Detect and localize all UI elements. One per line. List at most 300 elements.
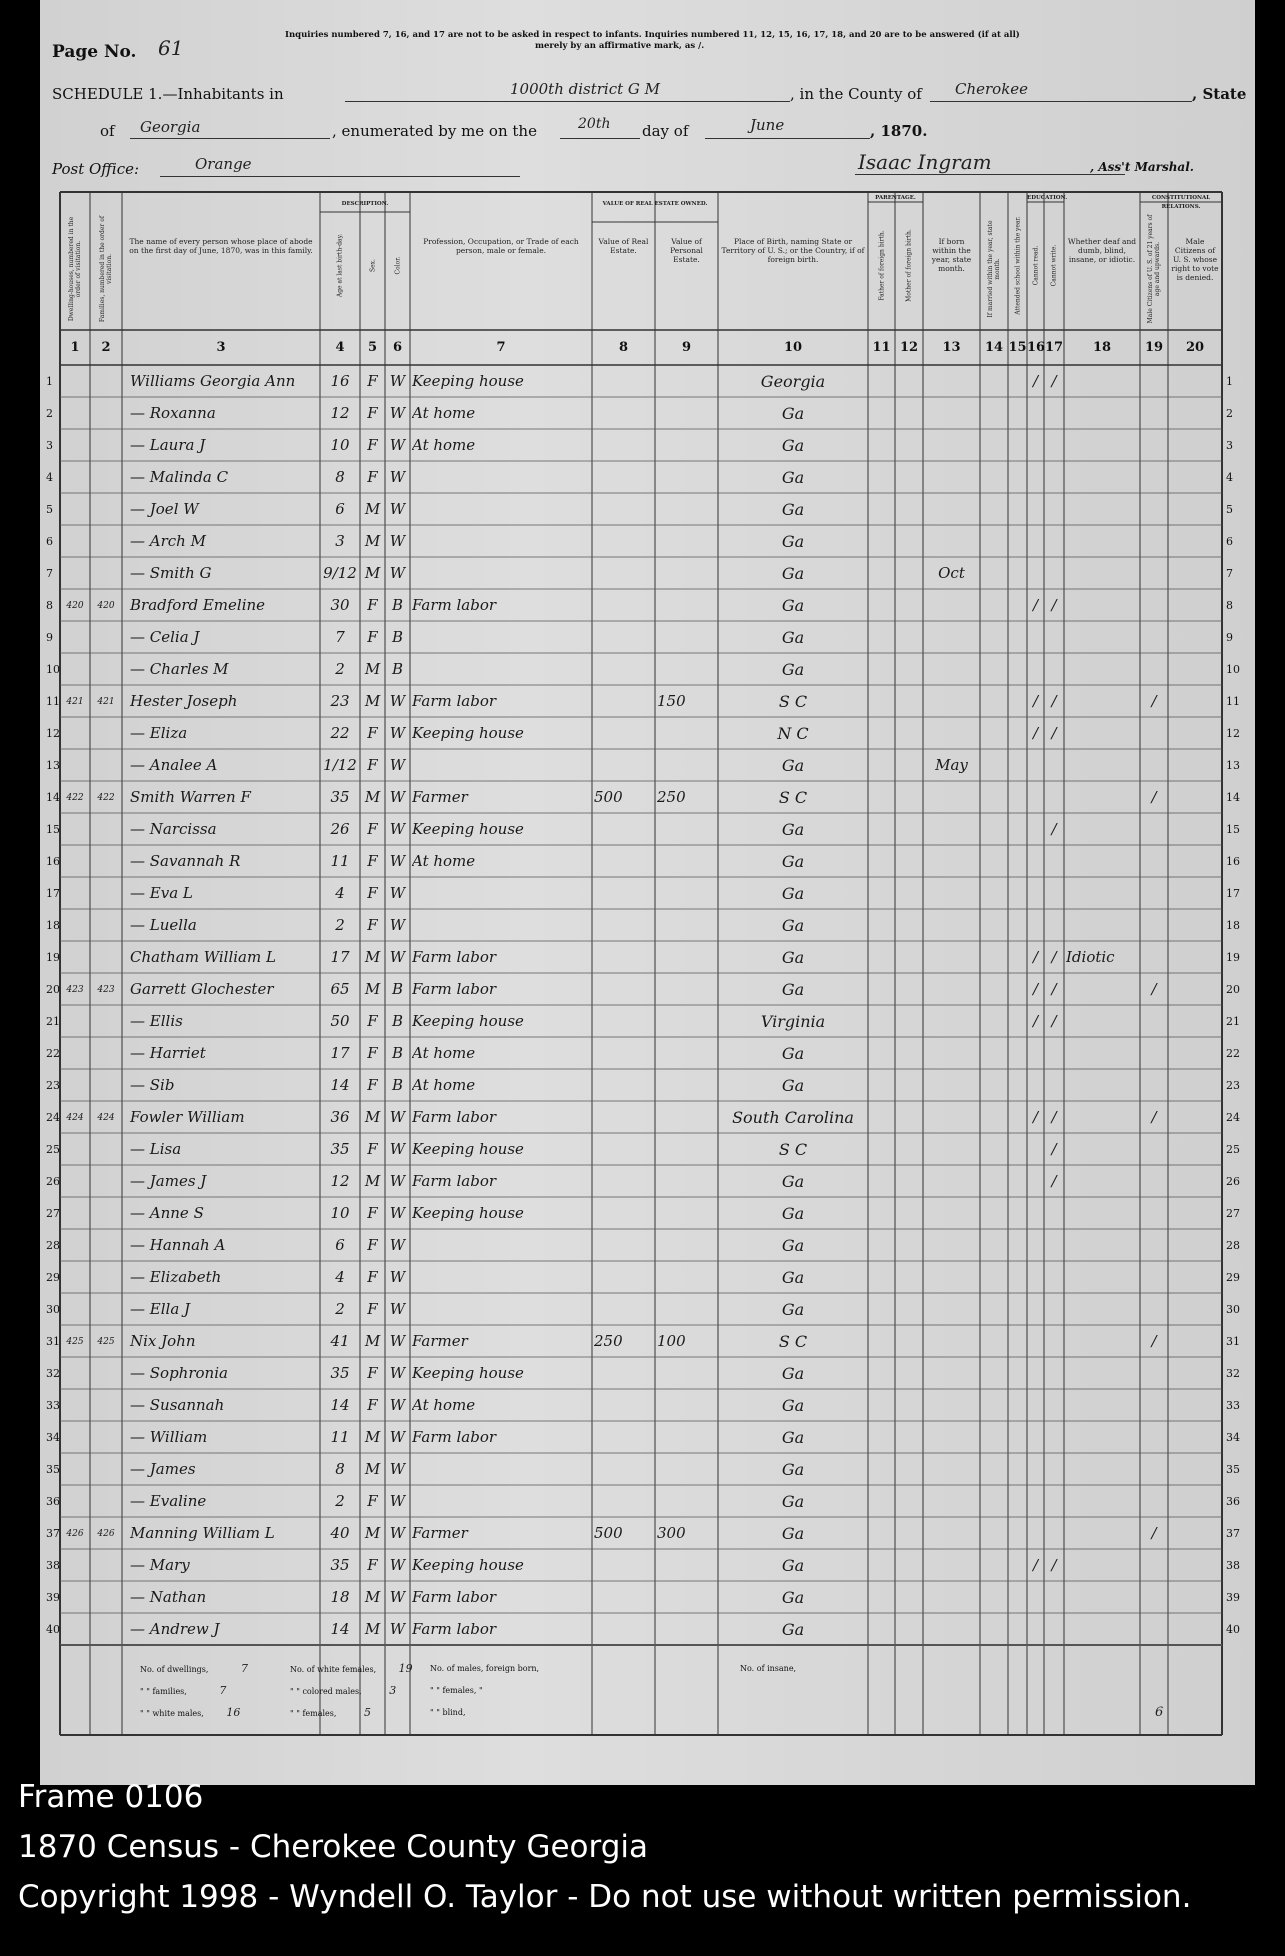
row-number: 29: [46, 1271, 60, 1284]
row-number: 11: [46, 695, 60, 708]
row-number: 33: [1226, 1399, 1240, 1412]
group-header-education: EDUCATION.: [1027, 195, 1068, 201]
cell-occ: Keeping house: [412, 820, 524, 838]
cell-name: — Joel W: [130, 500, 199, 518]
row-number: 20: [46, 983, 60, 996]
cell-color: W: [389, 500, 406, 518]
column-header-14: If married within the year, state month.: [987, 220, 1001, 318]
cell-c17: /: [1051, 1172, 1057, 1190]
row-number: 26: [46, 1175, 60, 1188]
cell-c16: /: [1032, 980, 1039, 998]
row-number: 22: [1226, 1047, 1240, 1060]
cell-real: 500: [594, 788, 623, 806]
column-header-6: Color.: [394, 256, 401, 275]
row-number: 5: [1226, 503, 1233, 516]
cell-name: — Smith G: [130, 564, 212, 582]
row-number: 36: [46, 1495, 60, 1508]
row-number: 9: [1226, 631, 1233, 644]
month-value: June: [750, 116, 785, 134]
row-number: 13: [1226, 759, 1240, 772]
marshal-name: Isaac Ingram: [858, 150, 992, 174]
cell-name: Bradford Emeline: [130, 596, 266, 614]
county-value: Cherokee: [955, 80, 1029, 98]
row-number: 17: [46, 887, 60, 900]
cell-sex: F: [367, 852, 378, 870]
cell-occ: Farmer: [412, 1332, 468, 1350]
row-number: 10: [1226, 663, 1240, 676]
cell-birth: Ga: [781, 1204, 805, 1223]
cell-sex: F: [367, 1140, 378, 1158]
cell-fam: 423: [97, 985, 115, 995]
cell-age: 18: [330, 1588, 350, 1606]
cell-sex: M: [364, 500, 381, 518]
cell-occ: At home: [412, 1396, 476, 1414]
row-number: 6: [1226, 535, 1233, 548]
row-number: 3: [1226, 439, 1233, 452]
cell-occ: Keeping house: [412, 1140, 524, 1158]
cell-color: W: [389, 1236, 406, 1254]
cell-birth: Ga: [781, 404, 805, 423]
state-label: , State: [1192, 85, 1247, 103]
cell-age: 14: [330, 1396, 350, 1414]
cell-birth: Ga: [781, 1236, 805, 1255]
cell-color: W: [389, 724, 406, 742]
row-number: 25: [46, 1143, 60, 1156]
cell-birth: Ga: [781, 1172, 805, 1191]
cell-color: W: [389, 1172, 406, 1190]
row-number: 1: [1226, 375, 1233, 388]
column-number-6: 6: [392, 340, 403, 355]
row-number: 8: [46, 599, 53, 612]
row-number: 2: [46, 407, 53, 420]
cell-c19: /: [1151, 692, 1157, 710]
cell-sex: F: [367, 1364, 378, 1382]
group-header-constitutional: CONSTITUTIONAL RELATIONS.: [1151, 195, 1211, 210]
column-header-3: The name of every person whose place of abode on the first day of June, 1870, was in this family.: [129, 237, 313, 255]
group-header-description: DESCRIPTION.: [341, 201, 389, 207]
cell-age: 17: [330, 1044, 350, 1062]
column-header-19: Male Citizens of U. S. of 21 years of age and upwards.: [1147, 214, 1161, 324]
cell-sex: F: [367, 404, 378, 422]
cell-c18: Idiotic: [1066, 948, 1115, 966]
cell-name: — Evaline: [130, 1492, 207, 1510]
row-number: 7: [46, 567, 53, 580]
column-number-5: 5: [367, 340, 378, 355]
cell-age: 11: [330, 1428, 350, 1446]
cell-age: 35: [330, 1556, 350, 1574]
row-number: 33: [46, 1399, 60, 1412]
column-number-11: 11: [872, 340, 891, 355]
cell-color: W: [389, 1268, 406, 1286]
cell-occ: Farm labor: [412, 1108, 497, 1126]
row-number: 8: [1226, 599, 1233, 612]
cell-color: W: [389, 820, 406, 838]
row-number: 38: [1226, 1559, 1240, 1572]
cell-c17: /: [1051, 1556, 1057, 1574]
cell-c19: /: [1151, 1108, 1157, 1126]
row-number: 7: [1226, 567, 1233, 580]
cell-occ: Farm labor: [412, 1172, 497, 1190]
cell-sex: M: [364, 1620, 381, 1638]
cell-age: 35: [330, 788, 350, 806]
cell-name: — Ellis: [130, 1012, 183, 1030]
cell-sex: F: [367, 1396, 378, 1414]
cell-sex: F: [367, 1492, 378, 1510]
cell-sex: F: [367, 820, 378, 838]
cell-dw: 423: [66, 985, 84, 995]
cell-birth: Ga: [781, 500, 805, 519]
cell-birth: Ga: [781, 884, 805, 903]
colored-males-value: 3: [389, 1684, 397, 1697]
cell-color: W: [389, 948, 406, 966]
cell-occ: At home: [412, 1044, 476, 1062]
cell-sex: F: [367, 1236, 378, 1254]
cell-birth: Ga: [781, 1300, 805, 1319]
census-sheet: [40, 0, 1255, 1785]
cell-age: 2: [335, 1492, 345, 1510]
cell-name: — Arch M: [130, 532, 206, 550]
column-header-15: Attended school within the year.: [1014, 216, 1021, 315]
cell-dw: 424: [66, 1113, 84, 1123]
cell-color: W: [389, 1428, 406, 1446]
post-office-value: Orange: [195, 155, 252, 173]
cell-sex: M: [364, 660, 381, 678]
cell-c16: /: [1032, 1108, 1039, 1126]
cell-age: 2: [335, 660, 345, 678]
cell-birth: Ga: [781, 1620, 805, 1639]
cell-name: — Narcissa: [130, 820, 217, 838]
of-label: of: [100, 122, 115, 140]
cell-color: W: [389, 788, 406, 806]
cell-name: — Luella: [130, 916, 197, 934]
insane-label: No. of insane,: [740, 1664, 797, 1673]
cell-sex: F: [367, 372, 378, 390]
cell-c17: /: [1051, 1140, 1057, 1158]
cell-birth: Ga: [781, 436, 805, 455]
cell-color: W: [389, 884, 406, 902]
row-number: 24: [46, 1111, 60, 1124]
cell-occ: Keeping house: [412, 724, 524, 742]
cell-birth: N C: [777, 724, 809, 743]
row-number: 32: [46, 1367, 60, 1380]
cell-c17: /: [1051, 372, 1057, 390]
cell-occ: Keeping house: [412, 1364, 524, 1382]
cell-fam: 421: [97, 697, 115, 707]
cell-c16: /: [1032, 948, 1039, 966]
column-header-17: Cannot write.: [1050, 244, 1058, 287]
row-number: 13: [46, 759, 60, 772]
cell-occ: At home: [412, 1076, 476, 1094]
row-number: 15: [46, 823, 60, 836]
cell-age: 40: [330, 1524, 350, 1542]
cell-name: Smith Warren F: [130, 788, 251, 806]
cell-c19: /: [1151, 788, 1157, 806]
cell-birth: Georgia: [760, 372, 826, 391]
cell-name: — Susannah: [130, 1396, 225, 1414]
column-header-7: Profession, Occupation, or Trade of each person, male or female.: [423, 237, 579, 255]
row-number: 30: [1226, 1303, 1240, 1316]
cell-name: — Roxanna: [130, 404, 216, 422]
row-number: 20: [1226, 983, 1240, 996]
page-number: 61: [158, 36, 184, 60]
cell-c17: /: [1051, 1108, 1057, 1126]
cell-dw: 420: [66, 601, 84, 611]
cell-color: W: [389, 372, 406, 390]
cell-sex: M: [364, 980, 381, 998]
cell-age: 6: [335, 500, 345, 518]
row-number: 2: [1226, 407, 1233, 420]
cell-c13: Oct: [938, 564, 965, 582]
cell-name: — Mary: [130, 1556, 190, 1574]
cell-sex: F: [367, 1076, 378, 1094]
row-number: 21: [1226, 1015, 1240, 1028]
white-males-label: " " white males,: [140, 1709, 204, 1718]
colored-males-label: " " colored males,: [290, 1687, 362, 1696]
cell-sex: M: [364, 1460, 381, 1478]
cell-c16: /: [1032, 692, 1039, 710]
column-header-8: Value of Real Estate.: [598, 237, 649, 255]
column-number-19: 19: [1144, 340, 1164, 355]
cell-sex: M: [364, 1588, 381, 1606]
cell-c19: /: [1151, 1524, 1157, 1542]
cell-age: 12: [330, 1172, 350, 1190]
day-value: 20th: [578, 116, 611, 132]
cell-sex: F: [367, 1044, 378, 1062]
foreign-females-label: " " females, ": [430, 1686, 483, 1695]
cell-birth: Ga: [781, 628, 805, 647]
cell-occ: Keeping house: [412, 1012, 524, 1030]
cell-age: 6: [335, 1236, 345, 1254]
cell-color: W: [389, 1620, 406, 1638]
cell-dw: 421: [66, 697, 84, 707]
cell-birth: Ga: [781, 596, 805, 615]
cell-age: 1/12: [323, 756, 357, 774]
column-header-11: Father of foreign birth.: [878, 230, 885, 301]
row-number: 24: [1226, 1111, 1240, 1124]
cell-real: 500: [594, 1524, 623, 1542]
cell-age: 16: [330, 372, 350, 390]
cell-fam: 420: [97, 601, 115, 611]
cell-color: W: [389, 1108, 406, 1126]
cell-birth: Ga: [781, 1364, 805, 1383]
cell-occ: At home: [412, 852, 476, 870]
row-number: 15: [1226, 823, 1240, 836]
row-number: 18: [1226, 919, 1240, 932]
colored-females-value: 5: [363, 1706, 371, 1719]
families-value: 7: [219, 1684, 227, 1697]
column-number-13: 13: [942, 340, 961, 355]
cell-name: — James: [130, 1460, 196, 1478]
row-number: 12: [1226, 727, 1240, 740]
cell-sex: M: [364, 692, 381, 710]
cell-age: 3: [335, 532, 345, 550]
row-number: 32: [1226, 1367, 1240, 1380]
cell-birth: Ga: [781, 1044, 805, 1063]
cell-birth: S C: [778, 692, 808, 711]
row-number: 19: [46, 951, 60, 964]
cell-birth: Ga: [781, 1556, 805, 1575]
cell-birth: Virginia: [760, 1012, 826, 1031]
cell-birth: Ga: [781, 564, 805, 583]
cell-color: W: [389, 1332, 406, 1350]
cell-age: 11: [330, 852, 350, 870]
cell-c16: /: [1032, 724, 1039, 742]
row-number: 21: [46, 1015, 60, 1028]
row-number: 38: [46, 1559, 60, 1572]
cell-occ: Farm labor: [412, 596, 497, 614]
row-number: 12: [46, 727, 60, 740]
cell-c16: /: [1032, 1556, 1039, 1574]
cell-color: B: [391, 628, 404, 646]
cell-name: Williams Georgia Ann: [130, 372, 296, 390]
cell-c19: /: [1151, 980, 1157, 998]
cell-color: W: [389, 1300, 406, 1318]
cell-color: B: [391, 1044, 404, 1062]
cell-birth: Ga: [781, 1524, 805, 1543]
cell-color: W: [389, 852, 406, 870]
column-header-20: Male Citizens of U. S. whose right to vote is denied.: [1171, 237, 1219, 282]
white-males-value: 16: [226, 1706, 241, 1719]
cell-age: 30: [330, 596, 350, 614]
row-number: 4: [46, 471, 53, 484]
row-number: 31: [46, 1335, 60, 1348]
row-number: 37: [1226, 1527, 1240, 1540]
row-number: 23: [46, 1079, 60, 1092]
cell-color: B: [391, 1076, 404, 1094]
cell-c17: /: [1051, 1012, 1057, 1030]
cell-real: 250: [594, 1332, 623, 1350]
foreign-males-label: No. of males, foreign born,: [430, 1664, 540, 1673]
cell-sex: F: [367, 468, 378, 486]
cell-name: — Hannah A: [130, 1236, 226, 1254]
cell-birth: Ga: [781, 1428, 805, 1447]
row-number: 27: [1226, 1207, 1240, 1220]
cell-name: Hester Joseph: [130, 692, 238, 710]
cell-occ: Farm labor: [412, 1428, 497, 1446]
cell-occ: Keeping house: [412, 372, 524, 390]
row-number: 6: [46, 535, 53, 548]
cell-age: 12: [330, 404, 350, 422]
cell-age: 14: [330, 1076, 350, 1094]
cell-age: 36: [330, 1108, 350, 1126]
cell-occ: Farmer: [412, 1524, 468, 1542]
column-number-20: 20: [1185, 340, 1205, 355]
column-number-10: 10: [783, 340, 803, 355]
cell-c16: /: [1032, 1012, 1039, 1030]
cell-birth: S C: [778, 1140, 808, 1159]
cell-name: — Ella J: [130, 1300, 191, 1318]
cell-sex: F: [367, 724, 378, 742]
column-header-18: Whether deaf and dumb, blind, insane, or idiotic.: [1067, 237, 1137, 264]
cell-pers: 300: [657, 1524, 686, 1542]
row-number: 22: [46, 1047, 60, 1060]
cell-name: — Sib: [130, 1076, 175, 1094]
cell-color: W: [389, 1556, 406, 1574]
cell-color: W: [389, 1396, 406, 1414]
column-number-9: 9: [681, 340, 692, 355]
blind-label: " " blind,: [430, 1708, 466, 1717]
cell-color: B: [391, 660, 404, 678]
cell-occ: Keeping house: [412, 1204, 524, 1222]
cell-fam: 422: [97, 793, 115, 803]
cell-sex: F: [367, 916, 378, 934]
caption-frame: Frame 0106: [18, 1779, 204, 1815]
cell-age: 9/12: [323, 564, 357, 582]
column-number-18: 18: [1092, 340, 1112, 355]
cell-color: W: [389, 436, 406, 454]
cell-c17: /: [1051, 596, 1057, 614]
cell-name: — Malinda C: [130, 468, 229, 486]
cell-name: — Analee A: [130, 756, 218, 774]
row-number: 3: [46, 439, 53, 452]
cell-dw: 425: [66, 1337, 84, 1347]
row-number: 28: [1226, 1239, 1240, 1252]
column-header-4: Age at last birth-day.: [336, 233, 344, 298]
cell-color: W: [389, 1364, 406, 1382]
cell-name: — Eva L: [130, 884, 193, 902]
cell-age: 8: [335, 1460, 345, 1478]
instructions-line-1: Inquiries numbered 7, 16, and 17 are not to be asked in respect to infants. Inquiries numbered 11, 12, 15, 16, 17, 18, and 20 are to be answered (if at all): [285, 30, 1020, 40]
cell-name: — James J: [130, 1172, 207, 1190]
dwellings-label: No. of dwellings,: [140, 1665, 209, 1674]
cell-c17: /: [1051, 692, 1057, 710]
cell-birth: Ga: [781, 980, 805, 999]
cell-name: Garrett Glochester: [130, 980, 274, 998]
cell-age: 14: [330, 1620, 350, 1638]
cell-age: 35: [330, 1140, 350, 1158]
cell-age: 10: [330, 436, 350, 454]
cell-birth: Ga: [781, 916, 805, 935]
cell-occ: Farm labor: [412, 692, 497, 710]
enumerated-label: , enumerated by me on the: [332, 122, 537, 140]
cell-name: — Andrew J: [130, 1620, 220, 1638]
cell-sex: F: [367, 436, 378, 454]
cell-name: — Elizabeth: [130, 1268, 222, 1286]
cell-name: — Sophronia: [130, 1364, 228, 1382]
cell-occ: Farm labor: [412, 980, 497, 998]
cell-color: W: [389, 1492, 406, 1510]
column-header-1: Dwelling-houses, numbered in the order of visitation.: [68, 216, 82, 322]
cell-sex: M: [364, 1172, 381, 1190]
cell-fam: 425: [97, 1337, 115, 1347]
cell-birth: Ga: [781, 1076, 805, 1095]
cell-name: — Lisa: [130, 1140, 182, 1158]
column-number-8: 8: [618, 340, 629, 355]
column-number-4: 4: [335, 340, 345, 355]
day-of-label: day of: [642, 122, 689, 140]
cell-color: W: [389, 1140, 406, 1158]
cell-birth: Ga: [781, 468, 805, 487]
cell-dw: 422: [66, 793, 84, 803]
cell-occ: At home: [412, 436, 476, 454]
cell-fam: 426: [97, 1529, 115, 1539]
year-label: , 1870.: [870, 122, 928, 140]
cell-c17: /: [1051, 820, 1057, 838]
col19-total: 6: [1155, 1705, 1164, 1720]
cell-fam: 424: [97, 1113, 115, 1123]
cell-color: W: [389, 692, 406, 710]
cell-c13: May: [935, 756, 968, 774]
row-number: 34: [46, 1431, 60, 1444]
cell-occ: Farm labor: [412, 1588, 497, 1606]
row-number: 39: [46, 1591, 60, 1604]
column-number-2: 2: [101, 340, 111, 355]
cell-birth: S C: [778, 788, 808, 807]
cell-color: W: [389, 1524, 406, 1542]
cell-c17: /: [1051, 724, 1057, 742]
column-header-10: Place of Birth, naming State or Territory of U. S.; or the Country, if of foreign birth.: [721, 237, 865, 264]
cell-sex: F: [367, 884, 378, 902]
